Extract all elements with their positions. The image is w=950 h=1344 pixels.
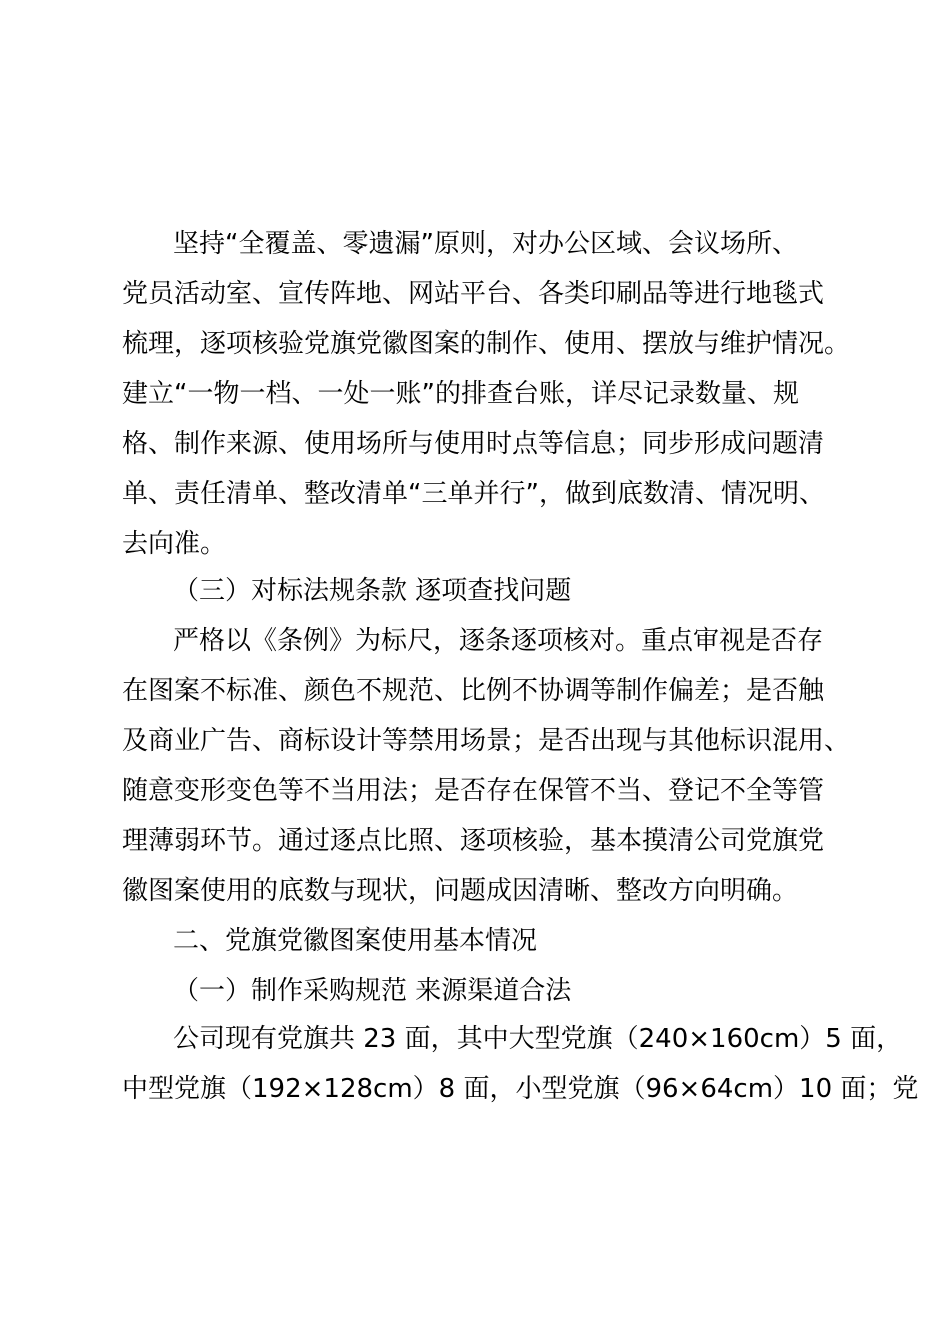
paragraph-2-line-1: 严格以《条例》为标尺，逐条逐项核对。重点审视是否存 (173, 626, 824, 656)
paragraph-1-line-1: 坚持“全覆盖、零遗漏”原则，对办公区域、会议场所、 (173, 229, 798, 259)
paragraph-2-line-5: 理薄弱环节。通过逐点比照、逐项核验，基本摸清公司党旗党 (122, 826, 825, 856)
paragraph-3-line-2: 中型党旗（192×128cm）8 面，小型党旗（96×64cm）10 面；党 (122, 1074, 919, 1104)
section-subheading-3: （三）对标法规条款 逐项查找问题 (173, 576, 572, 606)
paragraph-2-line-6: 徽图案使用的底数与现状，问题成因清晰、整改方向明确。 (122, 876, 799, 906)
paragraph-1-line-2: 党员活动室、宣传阵地、网站平台、各类印刷品等进行地毯式 (122, 279, 825, 309)
paragraph-1-line-5: 格、制作来源、使用场所与使用时点等信息；同步形成问题清 (122, 429, 825, 459)
paragraph-2-line-4: 随意变形变色等不当用法；是否存在保管不当、登记不全等管 (122, 776, 825, 806)
paragraph-1-line-4: 建立“一物一档、一处一账”的排查台账，详尽记录数量、规 (122, 379, 799, 409)
section-subheading-1: （一）制作采购规范 来源渠道合法 (173, 976, 572, 1006)
paragraph-2-line-2: 在图案不标准、颜色不规范、比例不协调等制作偏差；是否触 (122, 676, 825, 706)
paragraph-1-line-7: 去向准。 (122, 529, 227, 559)
paragraph-3-line-1: 公司现有党旗共 23 面，其中大型党旗（240×160cm）5 面， (173, 1024, 903, 1054)
paragraph-2-line-3: 及商业广告、商标设计等禁用场景；是否出现与其他标识混用、 (122, 726, 851, 756)
section-heading-2: 二、党旗党徽图案使用基本情况 (173, 926, 538, 956)
paragraph-1-line-3: 梳理，逐项核验党旗党徽图案的制作、使用、摆放与维护情况。 (122, 329, 851, 359)
paragraph-1-line-6: 单、责任清单、整改清单“三单并行”，做到底数清、情况明、 (122, 479, 825, 509)
